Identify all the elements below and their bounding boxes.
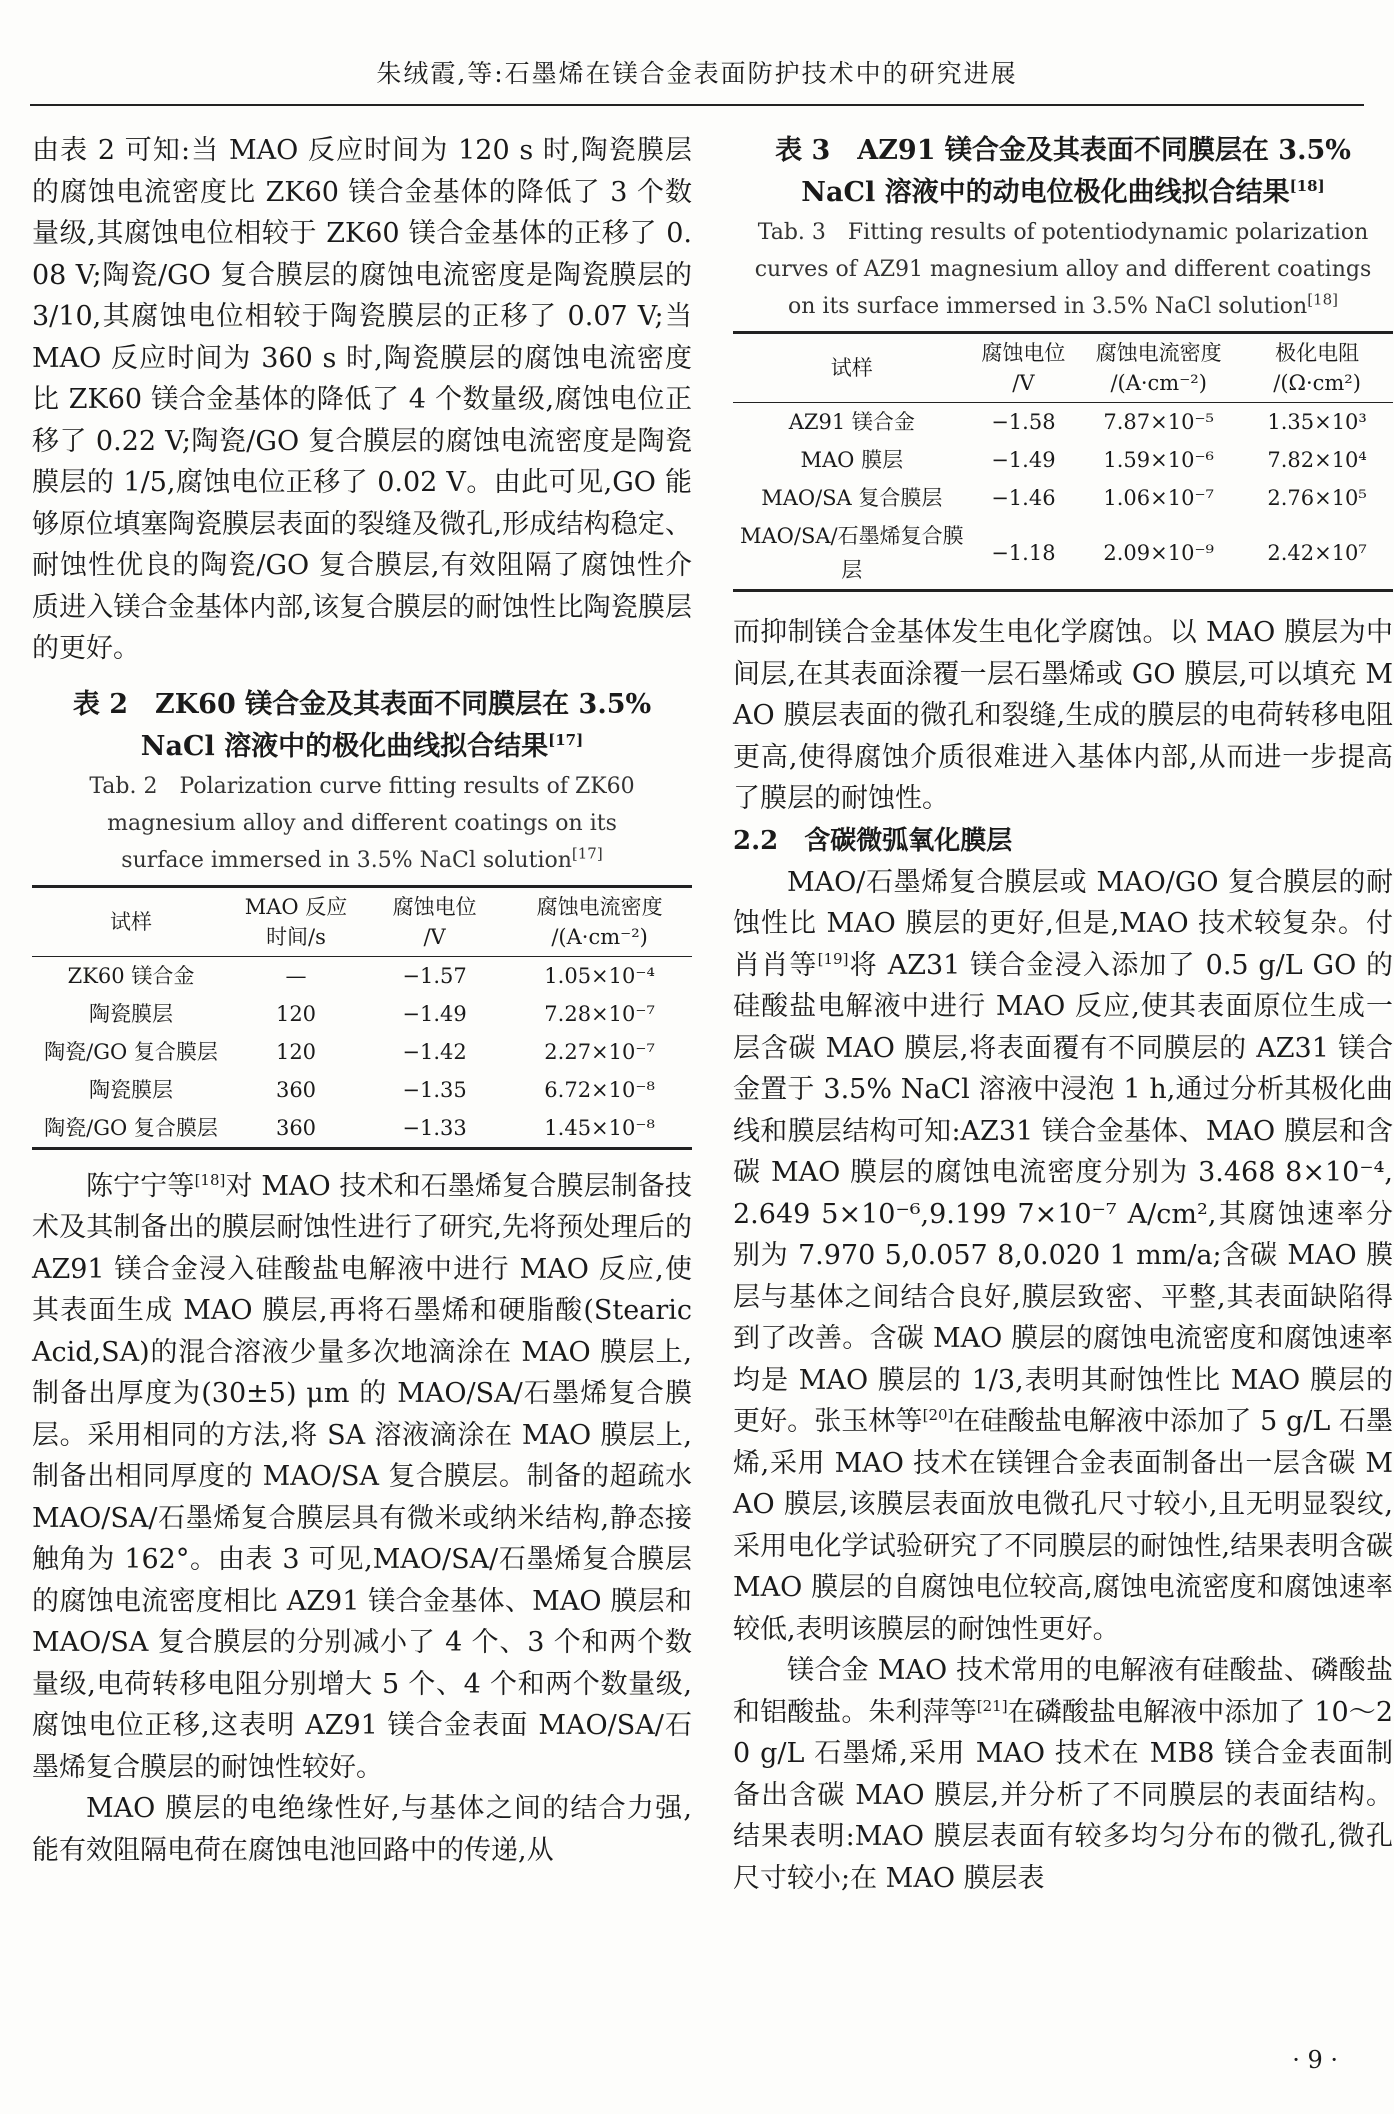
table-cell: 120	[275, 1039, 317, 1064]
table-cell: 7.87×10⁻⁵	[1103, 410, 1214, 434]
table-cell: −1.46	[991, 486, 1056, 510]
table-cell: 2.27×10⁻⁷	[544, 1039, 655, 1064]
table3-col-potential-l1: 腐蚀电位	[981, 341, 1066, 365]
table3-col-resistance-l2: /(Ω·cm²)	[1273, 371, 1361, 395]
right-paragraph-3	[733, 1650, 1393, 1899]
table-cell: 7.82×10⁴	[1267, 448, 1367, 472]
table2-col-potential	[362, 886, 507, 956]
table3-col-potential-l2: /V	[1012, 371, 1035, 395]
left-column	[32, 130, 692, 1871]
section-heading: 2.2 含碳微弧氧化膜层	[733, 825, 1013, 856]
table2-col-potential-l1: 腐蚀电位	[392, 894, 477, 919]
table2-caption-cn-text: NaCl 溶液中的极化曲线拟合结果	[140, 730, 549, 762]
citation-ref: [21]	[976, 1696, 1008, 1715]
right-paragraph-3-start: 镁合金 MAO 技术常用的电解液有硅酸盐、磷酸盐和铝酸盐。朱利萍等	[733, 1655, 1393, 1728]
table-cell: 7.28×10⁻⁷	[544, 1001, 655, 1026]
right-paragraph-2-start: MAO/石墨烯复合膜层或 MAO/GO 复合膜层的耐蚀性比 MAO 膜层的更好,但是,MAO 技术较复杂。付肖肖等	[733, 866, 1393, 981]
table-cell: −1.18	[971, 517, 1077, 591]
table3-col-current-l1: 腐蚀电流密度	[1095, 341, 1222, 365]
table2-caption-en-line2: magnesium alloy and different coatings on its	[107, 810, 617, 836]
table2-caption-cn-line1: 表 2 ZK60 镁合金及其表面不同膜层在 3.5%	[72, 688, 652, 720]
table3-caption-en-ref: [18]	[1307, 290, 1338, 309]
running-header: 朱绒霞,等:石墨烯在镁合金表面防护技术中的研究进展	[376, 59, 1018, 88]
table2-col-current-l1: 腐蚀电流密度	[536, 894, 663, 919]
table2-caption-en-ref: [17]	[571, 844, 603, 863]
table2-caption-ref: [17]	[548, 730, 584, 749]
table3-caption-en-line2: curves of AZ91 magnesium alloy and different coatings	[754, 257, 1372, 282]
table-cell: −1.49	[402, 1001, 467, 1026]
table-cell: 1.35×10³	[1267, 410, 1367, 434]
table-row	[32, 1109, 692, 1149]
table2-col-time-l1: MAO 反应	[244, 894, 348, 919]
table-cell: −1.57	[402, 963, 467, 988]
left-paragraph-2-start: 陈宁宁等	[86, 1170, 195, 1202]
header-rule	[30, 104, 1364, 106]
table3-caption-en-text: on its surface immersed in 3.5% NaCl solution	[788, 294, 1308, 319]
table3-col-current	[1076, 333, 1241, 403]
table-cell: 2.76×10⁵	[1267, 486, 1367, 510]
table-cell: MAO/SA/石墨烯复合膜层	[733, 517, 971, 591]
right-paragraph-1: 而抑制镁合金基体发生电化学腐蚀。以 MAO 膜层为中间层,在其表面涂覆一层石墨烯或 GO 膜层,可以填充 MAO 膜层表面的微孔和裂缝,生成的膜层的电荷转移电阻更高,使得腐蚀介质很难进入基体内部,从而进一步提高了膜层的耐蚀性。	[733, 617, 1393, 814]
table-cell: −1.35	[402, 1077, 467, 1102]
table-cell: MAO 膜层	[800, 448, 904, 472]
table-row	[32, 995, 692, 1033]
table-cell: −1.42	[402, 1039, 467, 1064]
table-cell: 陶瓷/GO 复合膜层	[32, 1109, 230, 1149]
table3-col-current-l2: /(A·cm⁻²)	[1110, 371, 1207, 395]
right-paragraph-2	[733, 862, 1393, 1651]
table2-col-time-l2: 时间/s	[266, 924, 326, 949]
table-row	[32, 956, 692, 995]
page-number: · 9 ·	[1292, 2046, 1338, 2074]
table-cell: 2.42×10⁷	[1241, 517, 1393, 591]
table-cell: 1.45×10⁻⁸	[507, 1109, 692, 1149]
table-cell: −1.33	[362, 1109, 507, 1149]
table2-block	[32, 684, 692, 1150]
citation-ref: [18]	[194, 1170, 226, 1189]
table-cell: 1.59×10⁻⁶	[1103, 448, 1214, 472]
table-row	[32, 1071, 692, 1109]
table2-caption-en-line3	[32, 842, 692, 879]
table2-caption-cn-line2	[32, 726, 692, 768]
table3-caption-en-line3	[733, 288, 1393, 325]
table3-caption-cn-line1: 表 3 AZ91 镁合金及其表面不同膜层在 3.5%	[775, 135, 1351, 166]
table3-col-sample: 试样	[733, 333, 971, 403]
table-cell: 1.05×10⁻⁴	[544, 963, 655, 988]
table2-caption-en-line1: Tab. 2 Polarization curve fitting results of ZK60	[89, 773, 635, 799]
table-row	[733, 479, 1393, 517]
table-cell: 120	[275, 1001, 317, 1026]
table2-caption-en-text: surface immersed in 3.5% NaCl solution	[121, 847, 572, 873]
table3-col-resistance-l1: 极化电阻	[1275, 341, 1360, 365]
right-paragraph-3-rest: 在磷酸盐电解液中添加了 10～20 g/L 石墨烯,采用 MAO 技术在 MB8 镁合金表面制备出含碳 MAO 膜层,并分析了不同膜层的表面结构。结果表明:MAO 膜层表面有较多均匀分布的微孔,微孔尺寸较小;在 MAO 膜层表	[733, 1696, 1393, 1894]
table2-col-potential-l2: /V	[423, 924, 446, 949]
table3-block	[733, 130, 1393, 592]
right-column	[733, 130, 1393, 1899]
table2-header-row	[32, 886, 692, 956]
right-paragraph-2-middle: 将 AZ31 镁合金浸入添加了 0.5 g/L GO 的硅酸盐电解液中进行 MAO 反应,使其表面原位生成一层含碳 MAO 膜层,将表面覆有不同膜层的 AZ31 镁合金置于 3.5% NaCl 溶液中浸泡 1 h,通过分析其极化曲线和膜层结构可知:AZ31 镁合金基体、MAO 膜层和含碳 MAO 膜层的腐蚀电流密度分别为 3.468 8×10⁻⁴,2.649 5×10⁻⁶,9.199 7×10⁻⁷ A/cm²,其腐蚀速率分别为 7.970 5,0.057 8,0.020 1 mm/a;含碳 MAO 膜层与基体之间结合良好,膜层致密、平整,其表面缺陷得到了改善。含碳 MAO 膜层的腐蚀电流密度和腐蚀速率均是 MAO 膜层的 1/3,表明其耐蚀性比 MAO 膜层的更好。张玉林等	[733, 949, 1394, 1437]
table-cell: 1.06×10⁻⁷	[1103, 486, 1214, 510]
table3-col-potential	[971, 333, 1077, 403]
table2-col-sample: 试样	[32, 886, 230, 956]
table2-col-current-l2: /(A·cm⁻²)	[551, 924, 648, 949]
table-cell: 陶瓷/GO 复合膜层	[44, 1039, 218, 1064]
table3-header-row	[733, 333, 1393, 403]
table-cell: ZK60 镁合金	[67, 963, 195, 988]
left-paragraph-2	[32, 1166, 692, 1789]
table-cell: —	[285, 963, 307, 988]
table3-caption-en-line1: Tab. 3 Fitting results of potentiodynamic polarization	[757, 220, 1369, 245]
table3-caption-ref: [18]	[1289, 177, 1325, 195]
table-cell: −1.49	[991, 448, 1056, 472]
left-paragraph-3: MAO 膜层的电绝缘性好,与基体之间的结合力强,能有效阻隔电荷在腐蚀电池回路中的传递,从	[32, 1793, 692, 1866]
left-paragraph-2-rest: 对 MAO 技术和石墨烯复合膜层制备技术及其制备出的膜层耐蚀性进行了研究,先将预处理后的 AZ91 镁合金浸入硅酸盐电解液中进行 MAO 反应,使其表面生成 MAO 膜层,再将石墨烯和硬脂酸(Stearic Acid,SA)的混合溶液少量多次地滴涂在 MAO 膜层上,制备出厚度为(30±5) μm 的 MAO/SA/石墨烯复合膜层。采用相同的方法,将 SA 溶液滴涂在 MAO 膜层上,制备出相同厚度的 MAO/SA 复合膜层。制备的超疏水 MAO/SA/石墨烯复合膜层具有微米或纳米结构,静态接触角为 162°。由表 3 可见,MAO/SA/石墨烯复合膜层的腐蚀电流密度相比 AZ91 镁合金基体、MAO 膜层和 MAO/SA 复合膜层的分别减小了 4 个、3 个和两个数量级,电荷转移电阻分别增大 5 个、4 个和两个数量级,腐蚀电位正移,这表明 AZ91 镁合金表面 MAO/SA/石墨烯复合膜层的耐蚀性较好。	[32, 1170, 693, 1783]
table-cell: AZ91 镁合金	[788, 410, 915, 434]
table-row	[733, 403, 1393, 442]
citation-ref: [20]	[922, 1406, 954, 1424]
table-cell: 6.72×10⁻⁸	[544, 1077, 655, 1102]
table3	[733, 331, 1393, 592]
table-cell: MAO/SA 复合膜层	[761, 486, 943, 510]
table3-caption-cn-text: NaCl 溶液中的动电位极化曲线拟合结果	[801, 177, 1290, 208]
table2-col-time	[230, 886, 362, 956]
table3-caption-cn-line2	[733, 172, 1393, 214]
table3-col-resistance	[1241, 333, 1393, 403]
table-cell: 360	[230, 1109, 362, 1149]
table2	[32, 885, 692, 1150]
table2-col-current	[507, 886, 692, 956]
left-paragraph-1: 由表 2 可知:当 MAO 反应时间为 120 s 时,陶瓷膜层的腐蚀电流密度比 ZK60 镁合金基体的降低了 3 个数量级,其腐蚀电位相较于 ZK60 镁合金基体的正移了 0.08 V;陶瓷/GO 复合膜层的腐蚀电流密度是陶瓷膜层的 3/10,其腐蚀电位相较于陶瓷膜层的正移了 0.07 V;当 MAO 反应时间为 360 s 时,陶瓷膜层的腐蚀电流密度比 ZK60 镁合金基体的降低了 4 个数量级,腐蚀电位正移了 0.22 V;陶瓷/GO 复合膜层的腐蚀电流密度是陶瓷膜层的 1/5,腐蚀电位正移了 0.02 V。由此可见,GO 能够原位填塞陶瓷膜层表面的裂缝及微孔,形成结构稳定、耐蚀性优良的陶瓷/GO 复合膜层,有效阻隔了腐蚀性介质进入镁合金基体内部,该复合膜层的耐蚀性比陶瓷膜层的更好。	[32, 135, 692, 664]
citation-ref: [19]	[817, 949, 849, 968]
right-paragraph-2-end: 在硅酸盐电解液中添加了 5 g/L 石墨烯,采用 MAO 技术在镁锂合金表面制备出一层含碳 MAO 膜层,该膜层表面放电微孔尺寸较小,且无明显裂纹,采用电化学试验研究了不同膜层的耐蚀性,结果表明含碳 MAO 膜层的自腐蚀电位较高,腐蚀电流密度和腐蚀速率较低,表明该膜层的耐蚀性更好。	[733, 1406, 1394, 1645]
table-row	[32, 1033, 692, 1071]
table-cell: 2.09×10⁻⁹	[1076, 517, 1241, 591]
table-row	[733, 441, 1393, 479]
table-cell: −1.58	[991, 410, 1056, 434]
table-cell: 陶瓷膜层	[89, 1077, 173, 1102]
table-row	[733, 517, 1393, 591]
table-cell: 360	[275, 1077, 317, 1102]
table-cell: 陶瓷膜层	[89, 1001, 173, 1026]
